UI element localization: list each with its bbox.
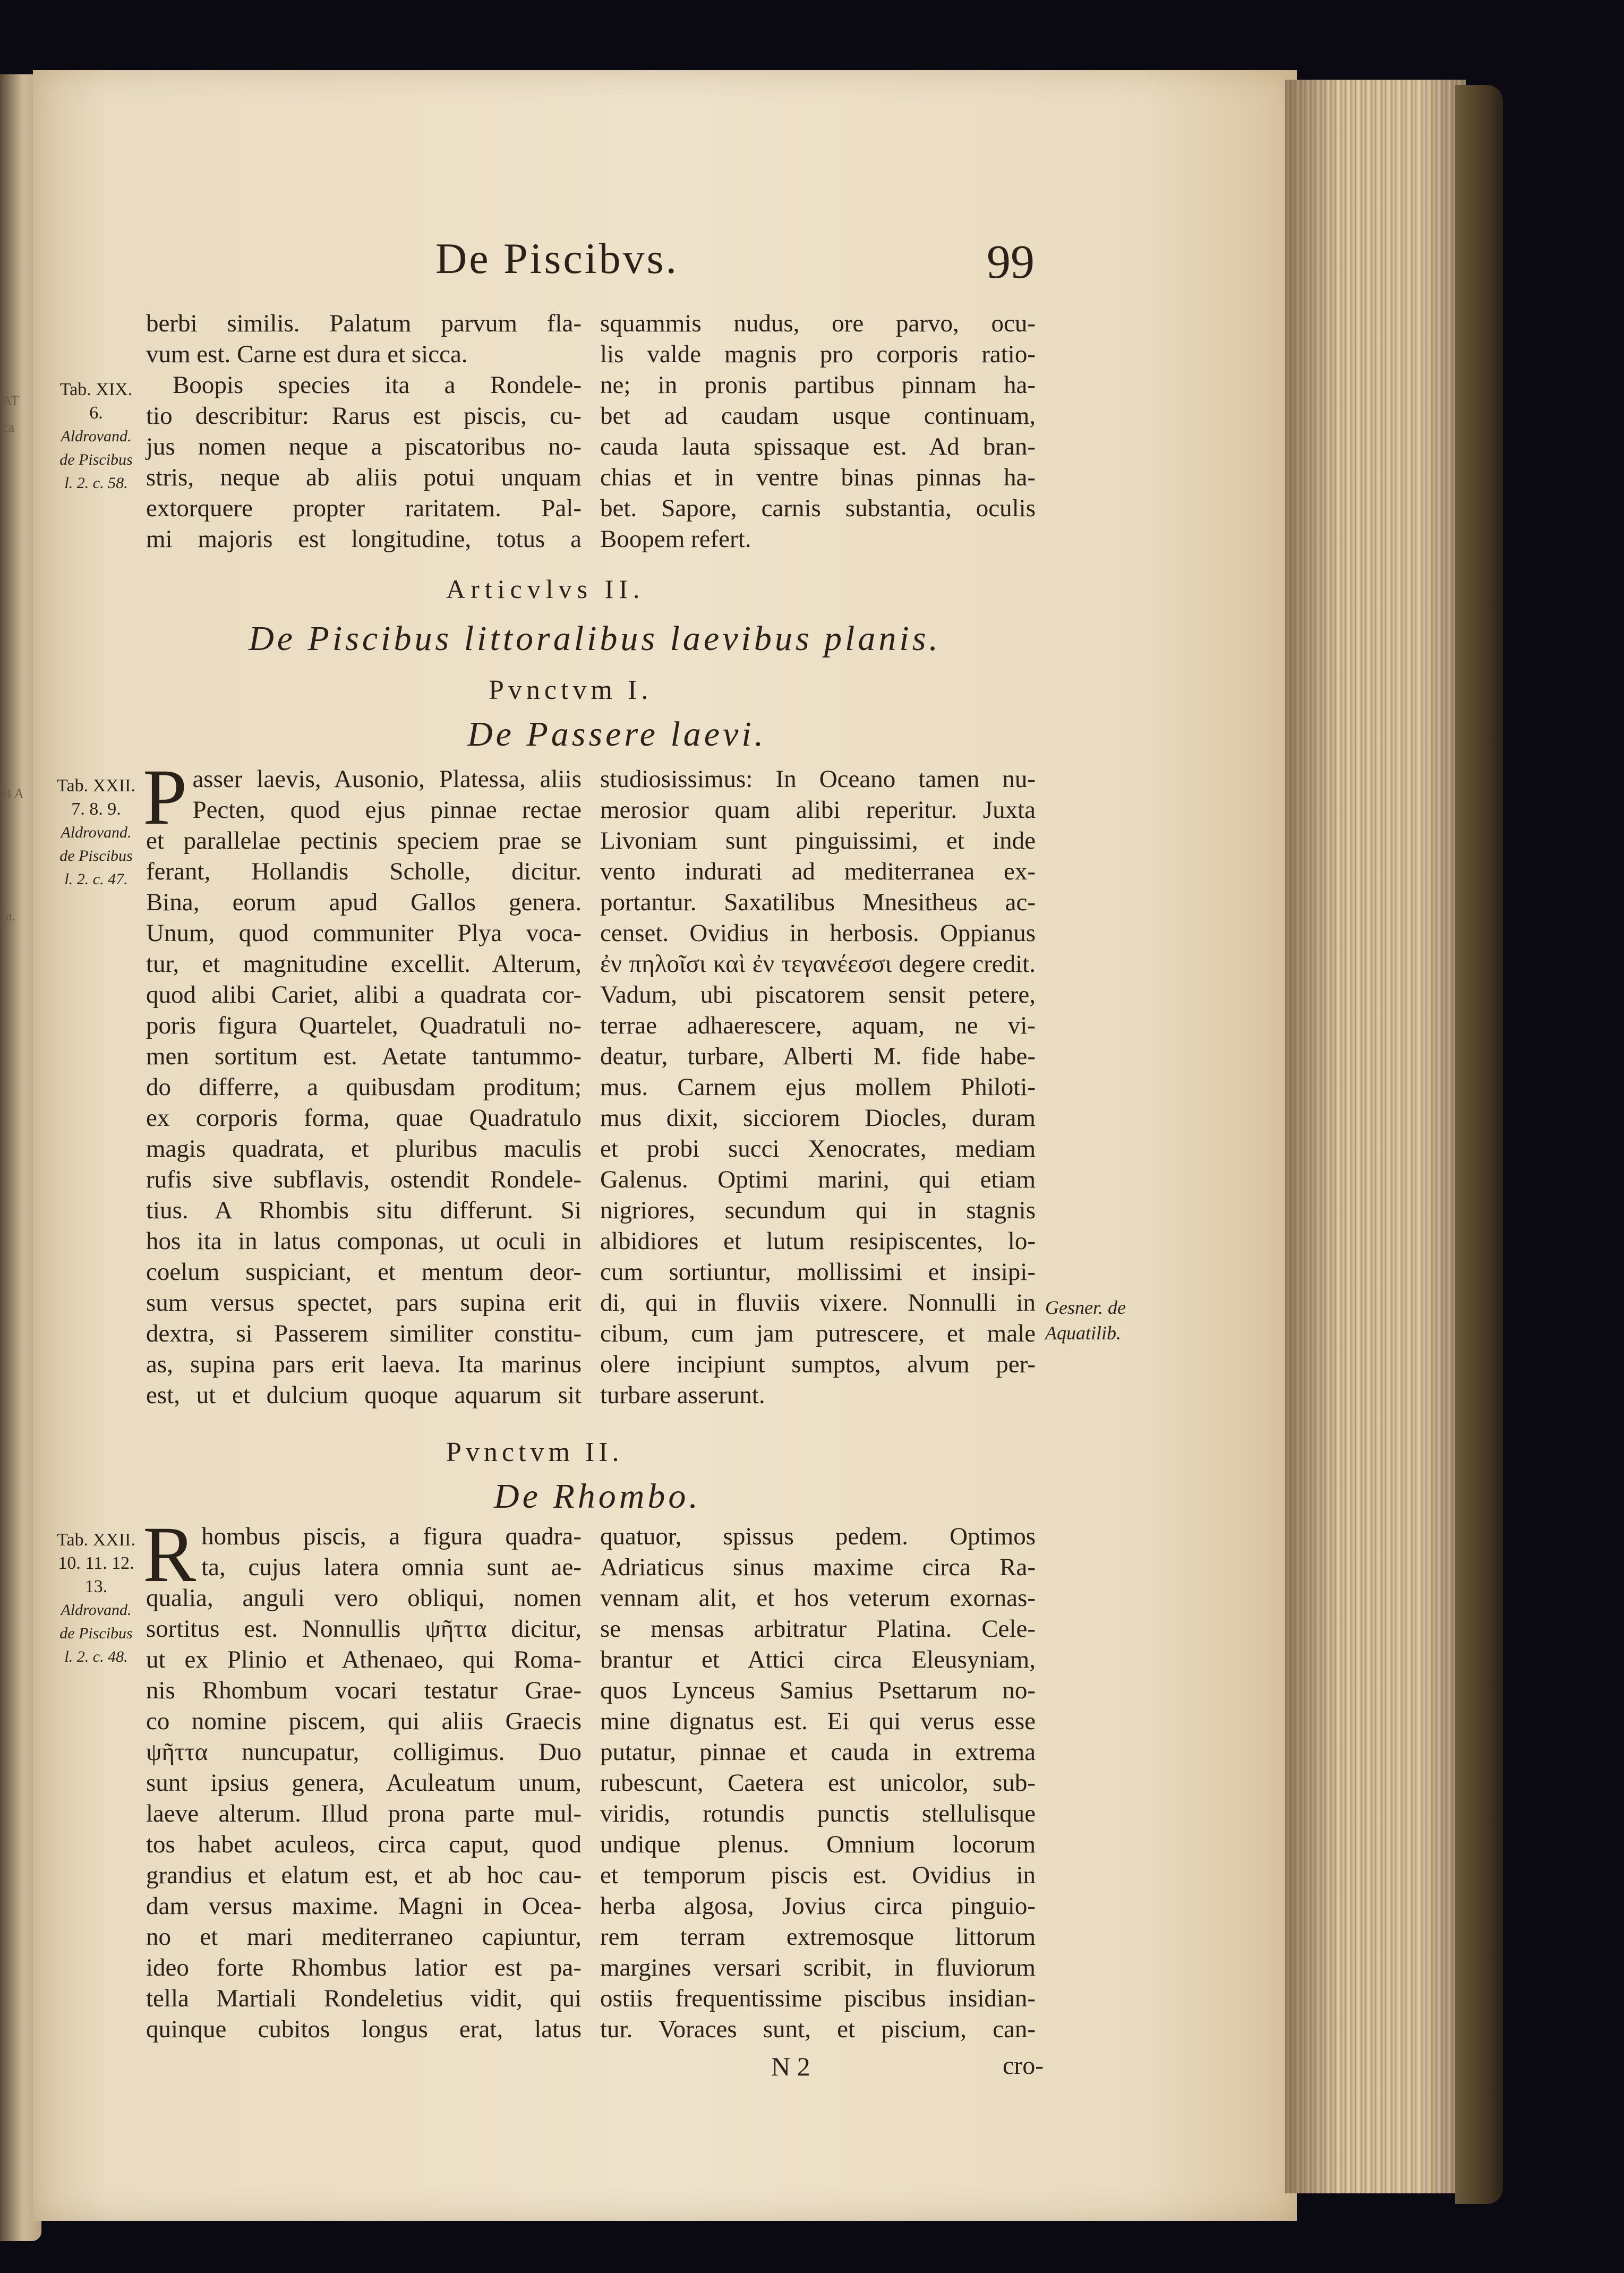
margin-note-line: de Piscibus — [59, 451, 133, 468]
margin-note-boops — [51, 378, 141, 495]
margin-note-line: Aquatilib. — [1045, 1322, 1121, 1344]
text-line: quinque cubitos longus erat, latus — [146, 2015, 582, 2043]
margin-note-line: de Piscibus — [59, 847, 133, 865]
running-title: De Piscibvs. — [435, 234, 679, 283]
margin-note-rhombus — [51, 1528, 141, 1669]
text-line: ne; in pronis partibus pinnam ha- — [600, 371, 1036, 399]
text-line: tius. A Rhombis situ differunt. Si — [146, 1197, 582, 1224]
column-left-passer — [143, 753, 582, 1411]
text-line: asser laevis, Ausonio, Platessa, aliis — [192, 765, 582, 793]
text-line: terrae adhaerescere, aquam, ne vi- — [600, 1012, 1036, 1039]
margin-note-line: l. 2. c. 58. — [64, 474, 128, 492]
margin-note-passer — [51, 774, 141, 891]
drop-cap: R — [143, 1510, 196, 1599]
text-line: coelum suspiciant, et mentum deor- — [146, 1258, 582, 1286]
text-line: cibum, cum jam putrescere, et male — [600, 1320, 1036, 1347]
margin-note-line: l. 2. c. 47. — [64, 870, 128, 888]
text-line: undique plenus. Omnium locorum — [600, 1831, 1036, 1858]
text-line: sortitus est. Nonnullis ψῆττα dicitur, — [146, 1615, 582, 1643]
margin-note-gesner — [1045, 1295, 1167, 1346]
text-line: mine dignatus est. Ei qui verus esse — [600, 1707, 1036, 1735]
signature-mark: N 2 — [771, 2052, 810, 2081]
column-left-top — [146, 308, 582, 554]
text-line: di, qui in fluviis vixere. Nonnulli in — [600, 1289, 1036, 1317]
text-line: herba algosa, Jovius circa pinguio- — [600, 1892, 1036, 1920]
text-line: mus dixit, sicciorem Diocles, duram — [600, 1104, 1036, 1132]
text-line: as, supina pars erit laeva. Ita marinus — [146, 1351, 582, 1378]
text-line: vento indurati ad mediterranea ex- — [600, 858, 1036, 885]
text-line: laeve alterum. Illud prona parte mul- — [146, 1800, 582, 1827]
text-line: do differre, a quibusdam proditum; — [146, 1073, 582, 1101]
text-line: hombus piscis, a figura quadra- — [201, 1523, 582, 1550]
text-line: est, ut et dulcium quoque aquarum sit — [146, 1381, 582, 1409]
text-line: bet ad caudam usque continuam, — [600, 402, 1036, 430]
text-line: studiosissimus: In Oceano tamen nu- — [600, 765, 1036, 793]
text-line: co nomine piscem, qui aliis Graecis — [146, 1707, 582, 1735]
text-line: extorquere propter raritatem. Pal- — [146, 494, 582, 522]
margin-note-line: Aldrovand. — [61, 428, 132, 445]
text-line: quatuor, spissus pedem. Optimos — [600, 1523, 1036, 1550]
margin-note-line: de Piscibus — [59, 1625, 133, 1642]
text-line: chias et in ventre binas pinnas ha- — [600, 464, 1036, 491]
text-line: margines versari scribit, in fluviorum — [600, 1954, 1036, 1981]
text-line: rubescunt, Caetera est unicolor, sub- — [600, 1769, 1036, 1797]
page-number: 99 — [987, 236, 1035, 288]
text-line: putatur, pinnae et cauda in extrema — [600, 1738, 1036, 1766]
text-line: men sortitum est. Aetate tantummo- — [146, 1042, 582, 1070]
text-line: et probi succi Xenocrates, mediam — [600, 1135, 1036, 1163]
text-line: squammis nudus, ore parvo, ocu- — [600, 310, 1036, 337]
margin-note-line: Tab. XIX. — [59, 380, 133, 399]
text-line: mi majoris est longitudine, totus a — [146, 525, 582, 553]
margin-note-line: 7. 8. 9. — [71, 799, 121, 819]
text-line: se mensas arbitratur Platina. Cele- — [600, 1615, 1036, 1643]
catchword: cro- — [1003, 2052, 1044, 2080]
text-line: rufis sive subflavis, ostendit Rondele- — [146, 1166, 582, 1193]
margin-note-line: Aldrovand. — [61, 824, 132, 841]
left-leaf-fragment: ca — [2, 420, 15, 435]
book-cover-edge — [1455, 85, 1503, 2204]
text-line: stris, neque ab aliis potui unquam — [146, 464, 582, 491]
column-left-rhombus — [143, 1510, 582, 2045]
text-line: Boopem refert. — [600, 525, 751, 553]
text-line: quos Lynceus Samius Psettarum no- — [600, 1677, 1036, 1704]
text-line: bet. Sapore, carnis substantia, oculis — [600, 494, 1036, 522]
margin-note-line: Aldrovand. — [61, 1601, 132, 1619]
text-line: poris figura Quartelet, Quadratuli no- — [146, 1012, 582, 1039]
text-line: grandius et elatum est, et ab hoc cau- — [146, 1861, 582, 1889]
text-line: ta, cujus latera omnia sunt ae- — [201, 1553, 582, 1581]
text-line: sum versus spectet, pars supina erit — [146, 1289, 582, 1317]
text-line: qualia, anguli vero obliqui, nomen — [146, 1584, 582, 1612]
text-line: Boopis species ita a Rondele- — [173, 371, 582, 399]
punctum-1-heading: Pvnctvm I. — [489, 675, 653, 705]
text-line: hos ita in latus componas, ut oculi in — [146, 1227, 582, 1255]
punctum-2-title: De Rhombo. — [494, 1477, 701, 1516]
text-line: vennam alit, et hos veterum exornas- — [600, 1584, 1036, 1612]
text-line: merosior quam alibi reperitur. Juxta — [600, 796, 1036, 824]
text-line: quod alibi Cariet, alibi a quadrata cor- — [146, 981, 582, 1009]
text-line: et temporum piscis est. Ovidius in — [600, 1861, 1036, 1889]
text-line: Pecten, quod ejus pinnae rectae — [192, 796, 582, 824]
text-line: mus. Carnem ejus mollem Philoti- — [600, 1073, 1036, 1101]
text-line: lis valde magnis pro corporis ratio- — [600, 340, 1036, 368]
column-right-top — [600, 308, 1036, 554]
text-line: tur, et magnitudine excellit. Alterum, — [146, 950, 582, 978]
text-line: tio describitur: Rarus est piscis, cu- — [146, 402, 582, 430]
left-leaf-fragment: ta. — [2, 908, 16, 924]
text-line: Galenus. Optimi marini, qui etiam — [600, 1166, 1036, 1193]
page-block-shade — [1285, 80, 1466, 2193]
left-leaf-fragment: B A — [2, 786, 24, 801]
margin-note-line: l. 2. c. 48. — [64, 1648, 128, 1665]
text-line: tur. Voraces sunt, et piscium, can- — [600, 2015, 1036, 2043]
punctum-1-title: De Passere laevi. — [467, 715, 767, 754]
text-line: jus nomen neque a piscatoribus no- — [146, 433, 582, 460]
text-line: olere incipiunt sumptos, alvum per- — [600, 1351, 1036, 1378]
margin-note-line: 10. 11. 12. 13. — [58, 1553, 134, 1596]
text-line: rem terram extremosque littorum — [600, 1923, 1036, 1951]
text-line: no et mari mediterraneo capiuntur, — [146, 1923, 582, 1951]
drop-cap: P — [143, 753, 187, 841]
show-through-text — [297, 228, 314, 283]
text-line: turbare asserunt. — [600, 1381, 765, 1409]
text-line: ex corporis forma, quae Quadratulo — [146, 1104, 582, 1132]
text-line: ferant, Hollandis Scholle, dicitur. — [146, 858, 582, 885]
margin-note-line: Gesner. de — [1045, 1297, 1126, 1318]
articulus-heading: Articvlvs II. — [446, 574, 645, 604]
text-line: vum est. Carne est dura et sicca. — [146, 340, 468, 368]
punctum-2-heading: Pvnctvm II. — [446, 1437, 623, 1467]
text-line: albidiores et lutum resipiscentes, lo- — [600, 1227, 1036, 1255]
text-line: cum sortiuntur, mollissimi et insipi- — [600, 1258, 1036, 1286]
column-right-passer — [600, 764, 1036, 1411]
text-line: Bina, eorum apud Gallos genera. — [146, 888, 582, 916]
text-line: brantur et Attici circa Eleusyniam, — [600, 1646, 1036, 1673]
text-line: deatur, turbare, Alberti M. fide habe- — [600, 1042, 1036, 1070]
text-line: dam versus maxime. Magni in Ocea- — [146, 1892, 582, 1920]
margin-note-line: Tab. XXII. — [57, 776, 135, 796]
text-line: et parallelae pectinis speciem prae se — [146, 827, 582, 854]
text-line: Adriaticus sinus maxime circa Ra- — [600, 1553, 1036, 1581]
text-line: Unum, quod communiter Plya voca- — [146, 919, 582, 947]
text-line: tos habet aculeos, circa caput, quod — [146, 1831, 582, 1858]
margin-note-line: Tab. XXII. — [57, 1530, 135, 1550]
section-title: De Piscibus littoralibus laevibus planis. — [249, 619, 941, 658]
text-line: tella Martiali Rondeletius vidit, qui — [146, 1985, 582, 2012]
text-line: ostiis frequentissime piscibus insidian- — [600, 1985, 1036, 2012]
text-line: ψῆττα nuncupatur, colligimus. Duo — [146, 1738, 582, 1766]
text-line: nigriores, secundum qui in stagnis — [600, 1197, 1036, 1224]
text-line: cauda lauta spissaque est. Ad bran- — [600, 433, 1036, 460]
text-line: berbi similis. Palatum parvum fla- — [146, 310, 582, 337]
text-line: Livoniam sunt pinguissimi, et inde — [600, 827, 1036, 854]
text-line: dextra, si Passerem similiter constitu- — [146, 1320, 582, 1347]
text-line: ἐν πηλοῖσι καὶ ἐν τεγανέεσσι degere credit. — [600, 950, 1036, 978]
text-line: nis Rhombum vocari testatur Grae- — [146, 1677, 582, 1704]
column-right-rhombus — [600, 1521, 1036, 2045]
text-line: ut ex Plinio et Athenaeo, qui Roma- — [146, 1646, 582, 1673]
text-line: portantur. Saxatilibus Mnesitheus ac- — [600, 888, 1036, 916]
text-line: viridis, rotundis punctis stellulisque — [600, 1800, 1036, 1827]
text-line: magis quadrata, et pluribus maculis — [146, 1135, 582, 1163]
text-line: censet. Ovidius in herbosis. Oppianus — [600, 919, 1036, 947]
text-line: ideo forte Rhombus latior est pa- — [146, 1954, 582, 1981]
margin-note-line: 6. — [89, 403, 103, 423]
left-leaf-fragment: AT — [2, 393, 19, 408]
text-line: Vadum, ubi piscatorem sensit petere, — [600, 981, 1036, 1009]
text-line: sunt ipsius genera, Aculeatum unum, — [146, 1769, 582, 1797]
